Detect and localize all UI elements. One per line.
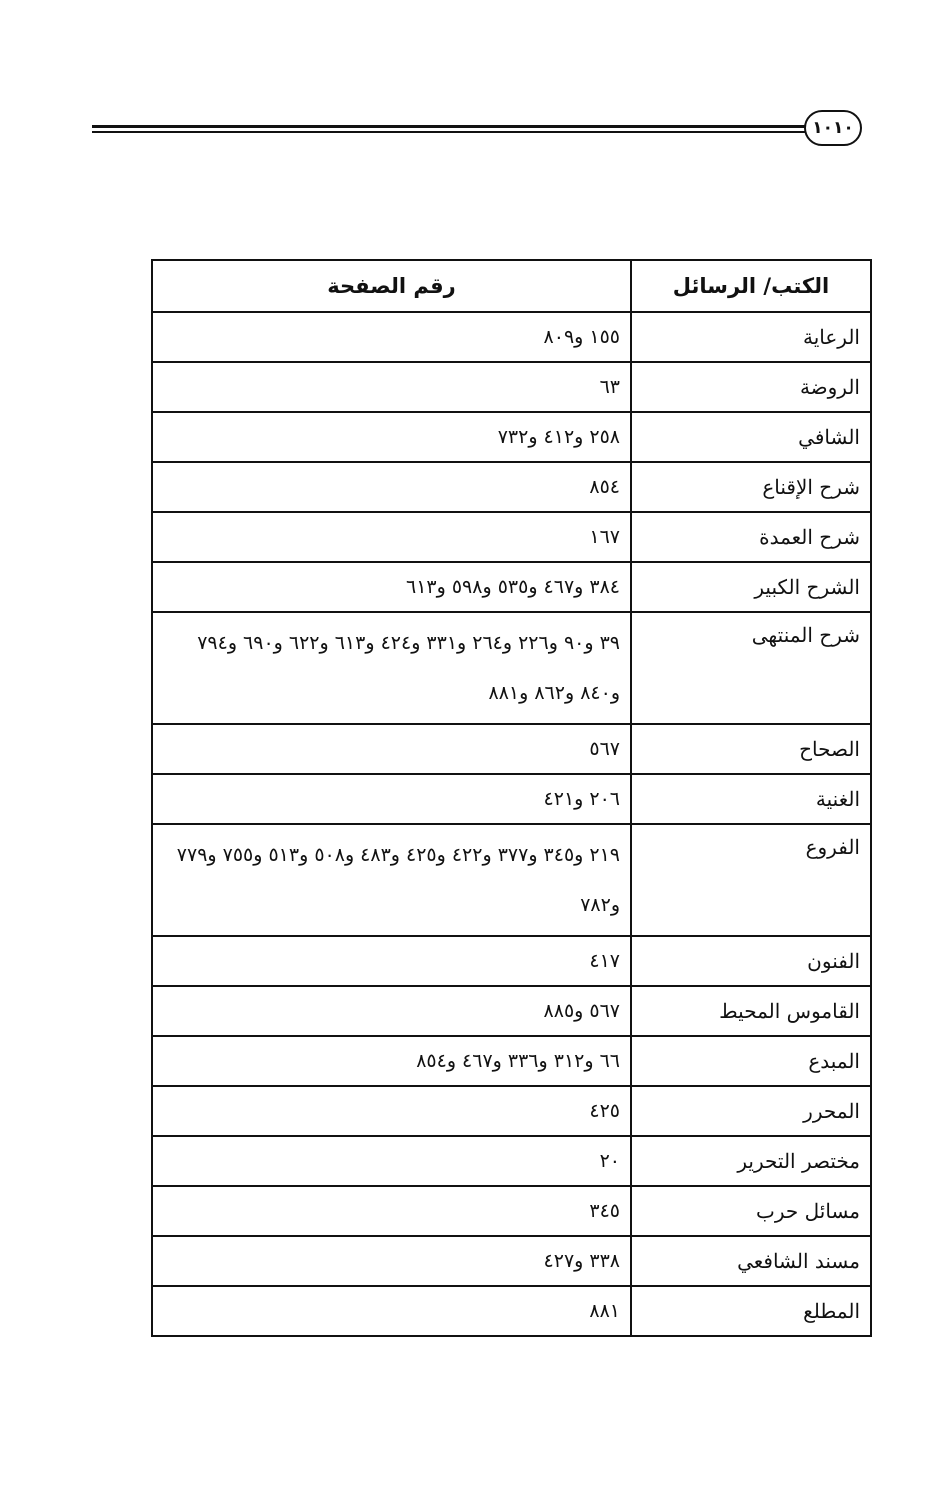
table-row: [152, 1136, 871, 1186]
page-number: ١٠١٠: [804, 110, 862, 146]
table-row: [152, 936, 871, 986]
header-rule: [92, 125, 812, 128]
table-row: [152, 562, 871, 612]
table-row: [152, 1236, 871, 1286]
books-index-table: [151, 259, 872, 1337]
book-title: مسند الشافعي: [631, 1236, 871, 1286]
table-row: [152, 462, 871, 512]
book-title: شرح الإقناع: [631, 462, 871, 512]
book-title: الغنية: [631, 774, 871, 824]
header-page-number: رقم الصفحة: [152, 260, 631, 312]
page-refs: ٥٦٧ و٨٨٥: [152, 986, 631, 1036]
page-refs: ٤١٧: [152, 936, 631, 986]
table-row: [152, 412, 871, 462]
page-refs: ٢٠٦ و٤٢١: [152, 774, 631, 824]
table-row: [152, 724, 871, 774]
page-refs: ٦٦ و٣١٢ و٣٣٦ و٤٦٧ و٨٥٤: [152, 1036, 631, 1086]
book-title: الرعاية: [631, 312, 871, 362]
table-row: [152, 1086, 871, 1136]
page-refs: ١٦٧: [152, 512, 631, 562]
page-refs: ٢١٩ و٣٤٥ و٣٧٧ و٤٢٢ و٤٢٥ و٤٨٣ و٥٠٨ و٥١٣ و٧٥٥ و٧٧٩ و٧٨٢: [152, 824, 631, 936]
table-row: [152, 1186, 871, 1236]
book-title: الصحاح: [631, 724, 871, 774]
table-row: [152, 774, 871, 824]
page-refs: ٣٤٥: [152, 1186, 631, 1236]
page-refs: ٣٣٨ و٤٢٧: [152, 1236, 631, 1286]
book-title: المبدع: [631, 1036, 871, 1086]
page-refs: ٣٩ و٩٠ و٢٢٦ و٢٦٤ و٣٣١ و٤٢٤ و٦١٣ و٦٢٢ و٦٩٠ و٧٩٤ و٨٤٠ و٨٦٢ و٨٨١: [152, 612, 631, 724]
book-title: الفروع: [631, 824, 871, 936]
page-refs: ٢٠: [152, 1136, 631, 1186]
book-title: مختصر التحرير: [631, 1136, 871, 1186]
table-row: [152, 1036, 871, 1086]
page-refs: ٨٨١: [152, 1286, 631, 1336]
page-header: [92, 110, 864, 150]
page-refs: ٥٦٧: [152, 724, 631, 774]
header-books: الكتب/ الرسائل: [631, 260, 871, 312]
table-row: [152, 512, 871, 562]
book-title: الشافي: [631, 412, 871, 462]
table-row: [152, 312, 871, 362]
page-refs: ٨٥٤: [152, 462, 631, 512]
page-refs: ٣٨٤ و٤٦٧ و٥٣٥ و٥٩٨ و٦١٣: [152, 562, 631, 612]
book-title: مسائل حرب: [631, 1186, 871, 1236]
table-row: [152, 362, 871, 412]
table-row: [152, 1286, 871, 1336]
book-title: الفنون: [631, 936, 871, 986]
book-title: المحرر: [631, 1086, 871, 1136]
book-title: شرح المنتهى: [631, 612, 871, 724]
book-title: شرح العمدة: [631, 512, 871, 562]
book-title: الروضة: [631, 362, 871, 412]
page-refs: ١٥٥ و٨٠٩: [152, 312, 631, 362]
table-row: [152, 612, 871, 724]
header-rule-thin: [92, 131, 812, 133]
book-title: المطلع: [631, 1286, 871, 1336]
page-refs: ٦٣: [152, 362, 631, 412]
table-header-row: [152, 260, 871, 312]
book-title: القاموس المحيط: [631, 986, 871, 1036]
page-refs: ٤٢٥: [152, 1086, 631, 1136]
book-title: الشرح الكبير: [631, 562, 871, 612]
table-row: [152, 824, 871, 936]
table-row: [152, 986, 871, 1036]
page-refs: ٢٥٨ و٤١٢ و٧٣٢: [152, 412, 631, 462]
